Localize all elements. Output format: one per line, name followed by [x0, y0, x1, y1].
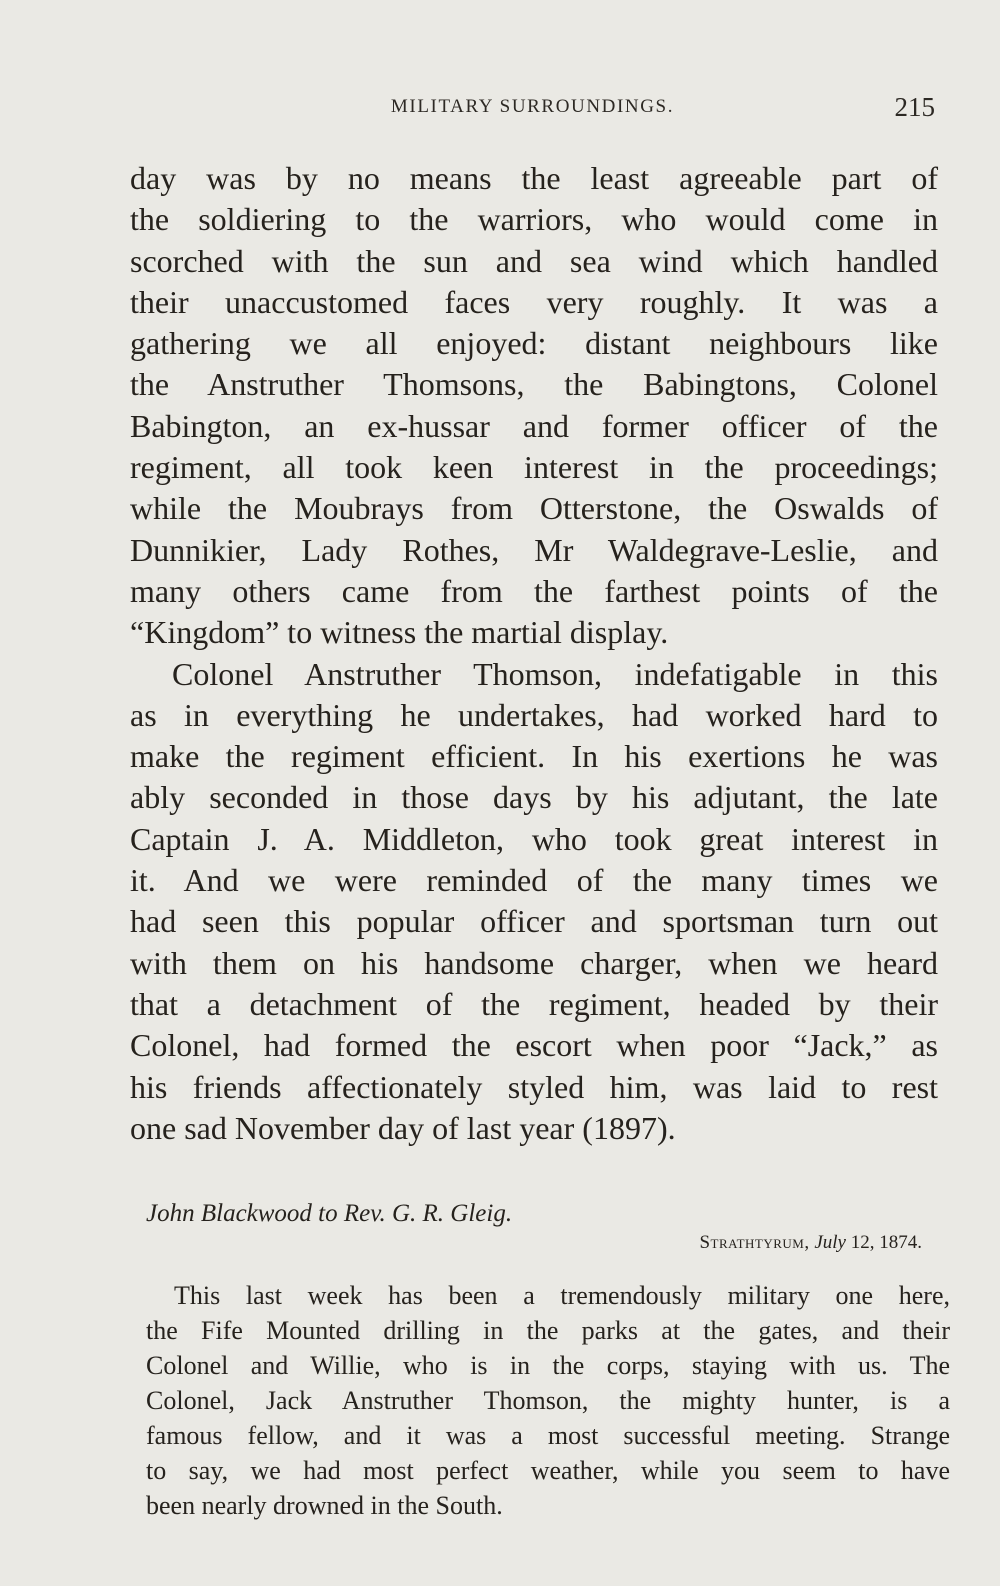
letter-date: 12, 1874. — [850, 1232, 922, 1253]
text-line: it. And we were reminded of the many times we — [130, 862, 938, 899]
letter-line: the Fife Mounted drilling in the parks at the gates, and their — [146, 1316, 950, 1345]
letter-line: This last week has been a tremendously military one here, — [174, 1281, 950, 1310]
text-line: many others came from the farthest points of the — [130, 572, 938, 609]
text-line: Babington, an ex-hussar and former officer of the — [130, 407, 938, 444]
text-line: Colonel, had formed the escort when poor “Jack,” as — [130, 1027, 938, 1064]
letter-line: Colonel and Willie, who is in the corps, staying with us. The — [146, 1351, 950, 1380]
text-line: Dunnikier, Lady Rothes, Mr Waldegrave-Leslie, and — [130, 531, 938, 568]
letter-text — [146, 1278, 950, 1523]
text-line: “Kingdom” to witness the martial display. — [130, 614, 669, 651]
text-line: make the regiment efficient. In his exertions he was — [130, 738, 938, 775]
text-line: with them on his handsome charger, when we heard — [130, 944, 938, 981]
text-line: Captain J. A. Middleton, who took great interest in — [130, 820, 938, 857]
page-number: 215 — [894, 92, 935, 122]
text-line: Colonel Anstruther Thomson, indefatigable in this — [172, 655, 938, 692]
text-line: had seen this popular officer and sportsman turn out — [130, 903, 938, 940]
letter-date-month: July — [814, 1232, 846, 1253]
letter-line: been nearly drowned in the South. — [146, 1491, 503, 1520]
text-line: gathering we all enjoyed: distant neighbours like — [130, 325, 938, 362]
text-line: ably seconded in those days by his adjutant, the late — [130, 779, 938, 816]
letter-line: famous fellow, and it was a most successful meeting. Strange — [146, 1421, 950, 1450]
text-line: his friends affectionately styled him, was laid to rest — [130, 1068, 938, 1105]
main-text — [130, 158, 938, 1149]
letter-line: to say, we had most perfect weather, while you seem to have — [146, 1456, 950, 1485]
text-line: as in everything he undertakes, had worked hard to — [130, 696, 938, 733]
text-line: day was by no means the least agreeable part of — [130, 160, 938, 196]
text-line: while the Moubrays from Otterstone, the Oswalds of — [130, 490, 938, 527]
running-title: MILITARY SURROUNDINGS. — [390, 96, 675, 117]
text-line: the soldiering to the warriors, who would come in — [130, 201, 938, 238]
text-line: that a detachment of the regiment, headed by their — [130, 985, 938, 1022]
letter-heading: John Blackwood to Rev. G. R. Gleig. — [146, 1200, 513, 1227]
text-line: scorched with the sun and sea wind which handled — [130, 242, 938, 279]
text-line: one sad November day of last year (1897). — [130, 1109, 676, 1146]
text-line: the Anstruther Thomsons, the Babingtons, Colonel — [130, 366, 938, 403]
running-head — [130, 92, 935, 122]
text-line: regiment, all took keen interest in the proceedings; — [130, 449, 938, 486]
letter-place: Strathtyrum, — [699, 1232, 810, 1253]
letter-line: Colonel, Jack Anstruther Thomson, the mighty hunter, is a — [146, 1386, 950, 1415]
text-line: their unaccustomed faces very roughly. It was a — [130, 283, 938, 320]
letter-dateline — [699, 1232, 922, 1254]
